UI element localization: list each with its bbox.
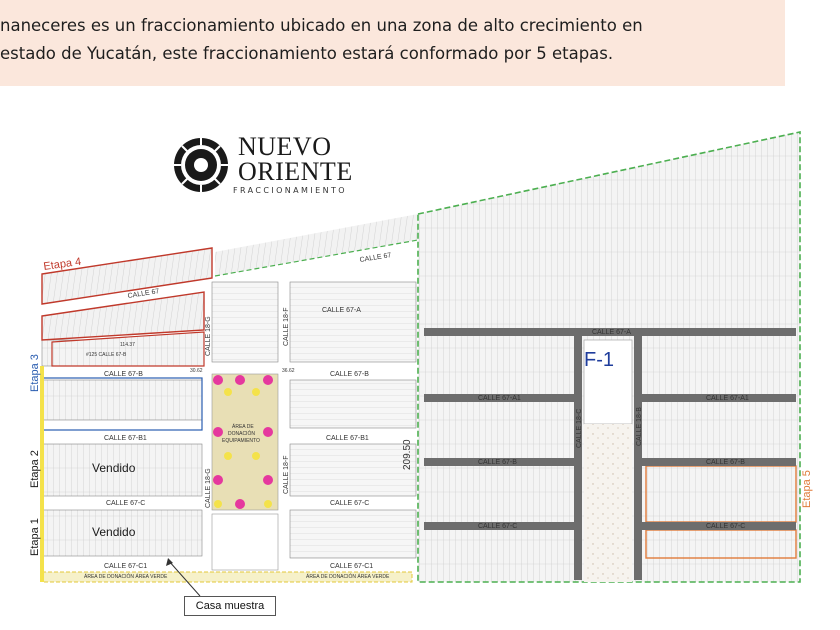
intro-text-line-2: estado de Yucatán, este fraccionamiento estará conformado por 5 etapas. — [0, 44, 614, 63]
label-dim-30-62: 30.62 — [190, 368, 203, 374]
label-calle-67-top: CALLE 67 — [359, 252, 392, 264]
label-vendido-etapa-1: Vendido — [92, 525, 136, 539]
label-calle-67-left: CALLE 67 — [127, 288, 160, 300]
label-calle-67c-left: CALLE 67-C — [106, 500, 146, 507]
label-calle-67b-mid: CALLE 67-B — [330, 371, 369, 378]
intro-text-line-1: naneceres es un fraccionamiento ubicado en una zona de alto crecimiento en — [0, 16, 643, 35]
label-calle-18c: CALLE 18-C — [576, 408, 583, 448]
label-f1: F-1 — [584, 349, 614, 371]
donation-bottom-mid: ÁREA DE DONACIÓN ÁREA VERDE — [306, 574, 390, 580]
label-calle-67c-r2: CALLE 67-C — [706, 523, 746, 530]
logo-subtitle: FRACCIONAMIENTO — [233, 186, 347, 195]
logo-title — [238, 134, 353, 184]
label-calle-67a-right: CALLE 67-A — [592, 329, 631, 336]
label-calle-67a1-r1: CALLE 67-A1 — [478, 395, 521, 402]
donation-equipment-area — [212, 374, 278, 570]
label-calle-67a-mid: CALLE 67-A — [322, 307, 361, 314]
logo-title-line-1: NUEVO — [238, 132, 332, 161]
label-dim-114-37: 114.37 — [120, 342, 135, 348]
etapa-5-blocks — [646, 466, 796, 558]
label-calle-67b-r1: CALLE 67-B — [478, 459, 517, 466]
label-dim-125: #125 CALLE 67-B — [86, 352, 127, 358]
label-dim-36-62: 36.62 — [282, 368, 295, 374]
label-calle-67b-r2: CALLE 67-B — [706, 459, 745, 466]
label-calle-18g-lower: CALLE 18-G — [205, 468, 212, 508]
logo-mark-icon — [174, 138, 228, 192]
label-calle-67c1-mid: CALLE 67-C1 — [330, 563, 374, 570]
label-calle-67b1-left: CALLE 67-B1 — [104, 435, 147, 442]
logo-title-line-2: ORIENTE — [238, 157, 353, 186]
label-etapa-3: Etapa 3 — [29, 354, 41, 392]
label-calle-67b1-mid: CALLE 67-B1 — [326, 435, 369, 442]
label-calle-67c-mid: CALLE 67-C — [330, 500, 370, 507]
label-calle-18f-upper: CALLE 18-F — [283, 307, 290, 346]
donation-center-line1: ÁREA DE — [232, 424, 254, 430]
label-etapa-1: Etapa 1 — [29, 518, 41, 556]
label-calle-18g-upper: CALLE 18-G — [205, 316, 212, 356]
casa-muestra-callout: Casa muestra — [184, 596, 276, 616]
label-vendido-etapa-2: Vendido — [92, 461, 136, 475]
label-etapa-2: Etapa 2 — [29, 450, 41, 488]
label-dim-vertical: 209.50 — [402, 439, 413, 470]
f1-lower-area — [584, 424, 632, 582]
label-calle-67a1-r2: CALLE 67-A1 — [706, 395, 749, 402]
label-etapa-5: Etapa 5 — [801, 470, 813, 508]
label-etapa-4: Etapa 4 — [42, 255, 82, 273]
label-calle-67c-r1: CALLE 67-C — [478, 523, 518, 530]
donation-center-line2: DONACIÓN — [228, 431, 255, 437]
donation-center-line3: EQUIPAMIENTO — [222, 438, 260, 444]
label-calle-18b: CALLE 18-B — [636, 407, 643, 446]
label-calle-67c1-left: CALLE 67-C1 — [104, 563, 148, 570]
label-calle-67b-left: CALLE 67-B — [104, 371, 143, 378]
label-calle-18f-lower: CALLE 18-F — [283, 455, 290, 494]
donation-bottom-left: ÁREA DE DONACIÓN ÁREA VERDE — [84, 574, 168, 580]
